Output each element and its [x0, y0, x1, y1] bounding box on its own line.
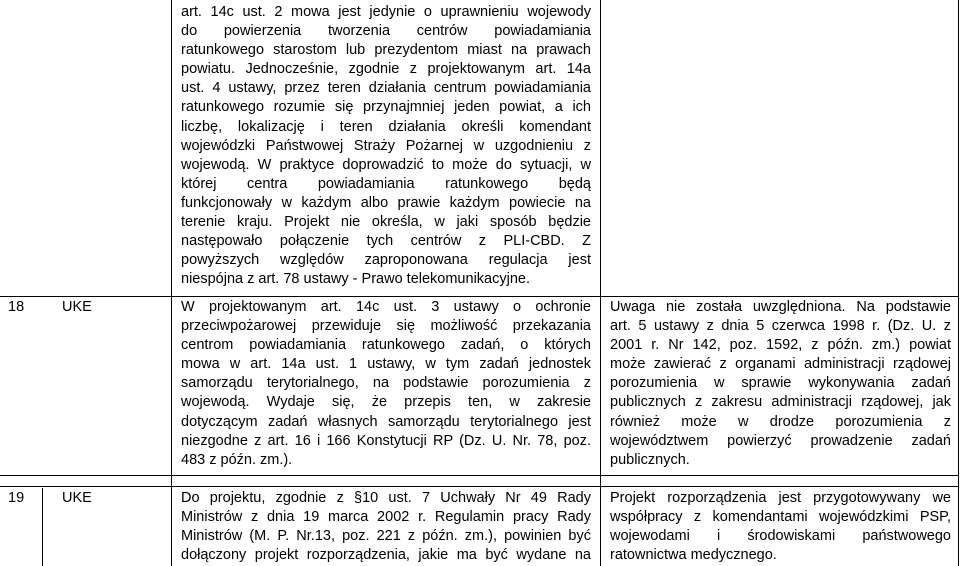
remark-line: terenie kraju. Projekt nie określa, w jaki sposób będzie [181, 214, 591, 231]
row-18-organization: UKE [62, 299, 92, 315]
column-divider-after-remark [600, 0, 601, 566]
row-18-remark [181, 298, 591, 470]
response-line: województwem powierzyć prowadzenie zadań [610, 432, 951, 449]
remark-line: następowało połączenie tych centrów z PLI-CBD. Z [181, 233, 591, 250]
response-line: ratownictwa medycznego. [610, 547, 777, 564]
remark-line: W projektowanym art. 14c ust. 3 ustawy o ochronie [181, 299, 591, 315]
row-19-number: 19 [8, 490, 25, 506]
response-line: publicznych. [610, 451, 690, 468]
row-divider-18 [0, 296, 959, 297]
response-line: również może w drodze porozumienia z [610, 413, 951, 430]
remark-line: wojewódzki Państwowej Straży Pożarnej w uzgodnieniu z [181, 137, 591, 154]
response-line: współpracy z komendantami wojewódzkimi PSP, [610, 509, 951, 526]
row-18-number: 18 [8, 299, 25, 315]
remark-line: której centra powiadamiania ratunkowego będą [181, 175, 591, 192]
remark-line: wojewodą. Wydaje się, że przepis ten, w zakresie [181, 394, 591, 411]
table-right-border [958, 0, 959, 566]
row-18-response [610, 298, 951, 470]
remark-line: dotyczącym zadań własnych samorządu terytorialnego jest [181, 413, 591, 430]
response-line: 2001 r. Nr 142, poz. 1592, z późn. zm.) powiat [610, 337, 951, 354]
response-line: art. 5 ustawy z dnia 5 czerwca 1998 r. (Dz. U. z [610, 318, 951, 335]
remark-line: funkcjonowały w każdym albo prawie każdym powiecie na [181, 194, 591, 211]
remark-line: wojewodą. W praktyce doprowadzić to może do sytuacji, w [181, 156, 591, 173]
remark-line: art. 14c ust. 2 mowa jest jedynie o uprawnieniu wojewody [181, 4, 591, 20]
remark-line: dołączony projekt rozporządzenia, jakie ma być wydane na [181, 547, 591, 564]
remark-line: liczbę, lokalizację i teren działania określi komendant [181, 118, 591, 135]
remark-line: ratunkowego starostom lub prezydentom miast na prawach [181, 42, 591, 59]
response-line: porozumienia w sprawie wykonywania zadań [610, 375, 951, 392]
remark-line: mowa w art. 14a ust. 1 ustawy, w tym zadań jednostek [181, 356, 591, 373]
remark-line: przeciwpożarowej przewiduje się możliwość przekazania [181, 318, 591, 335]
response-line: publicznych z zakresu administracji rządowej, jak [610, 394, 951, 411]
remark-line: niezgodne z art. 16 i 166 Konstytucji RP (Dz. U. Nr. 78, poz. [181, 432, 591, 449]
column-divider-after-organization [171, 0, 172, 566]
remark-line: Ministrów (M. P. Nr.13, poz. 221 z późn. zm.), powinien być [181, 528, 591, 545]
remark-line: do powierzenia tworzenia centrów powiadamiania [181, 23, 591, 40]
row-19-organization: UKE [62, 490, 92, 506]
response-line: Projekt rozporządzenia jest przygotowywany we [610, 490, 951, 506]
remark-line: ratunkowego rozumie się przynajmniej jeden powiat, a ich [181, 99, 591, 116]
remark-line: niespójna z art. 78 ustawy - Prawo telekomunikacyjne. [181, 271, 530, 288]
row-divider-19 [0, 475, 959, 476]
response-line: wojewodami i środowiskami państwowego [610, 528, 951, 545]
remark-line: centrom powiadamiania ratunkowego zadań, o których [181, 337, 591, 354]
remark-line: ust. 4 ustawy, przez teren działania centrum powiadamiania [181, 80, 591, 97]
response-line: Uwaga nie została uwzględniona. Na podstawie [610, 299, 951, 315]
row-divider-19-inner [0, 486, 959, 487]
response-line: może zawierać z organami administracji rządowej [610, 356, 951, 373]
remark-line: powiatu. Jednocześnie, zgodnie z projektowanym art. 14a [181, 61, 591, 78]
column-divider-after-number [42, 488, 43, 566]
remark-line: Do projektu, zgodnie z §10 ust. 7 Uchwały Nr 49 Rady [181, 490, 591, 506]
remark-line: 483 z późn. zm.). [181, 451, 293, 468]
remark-line: Ministrów z dnia 19 marca 2002 r. Regulamin pracy Rady [181, 509, 591, 526]
row-19-remark [181, 489, 591, 565]
remark-line: samorządu terytorialnego, na podstawie porozumienia z [181, 375, 591, 392]
remark-line: powyższych względów zaproponowana regulacja jest [181, 252, 591, 269]
row-continuation-remark [181, 3, 591, 289]
row-19-response [610, 489, 951, 565]
